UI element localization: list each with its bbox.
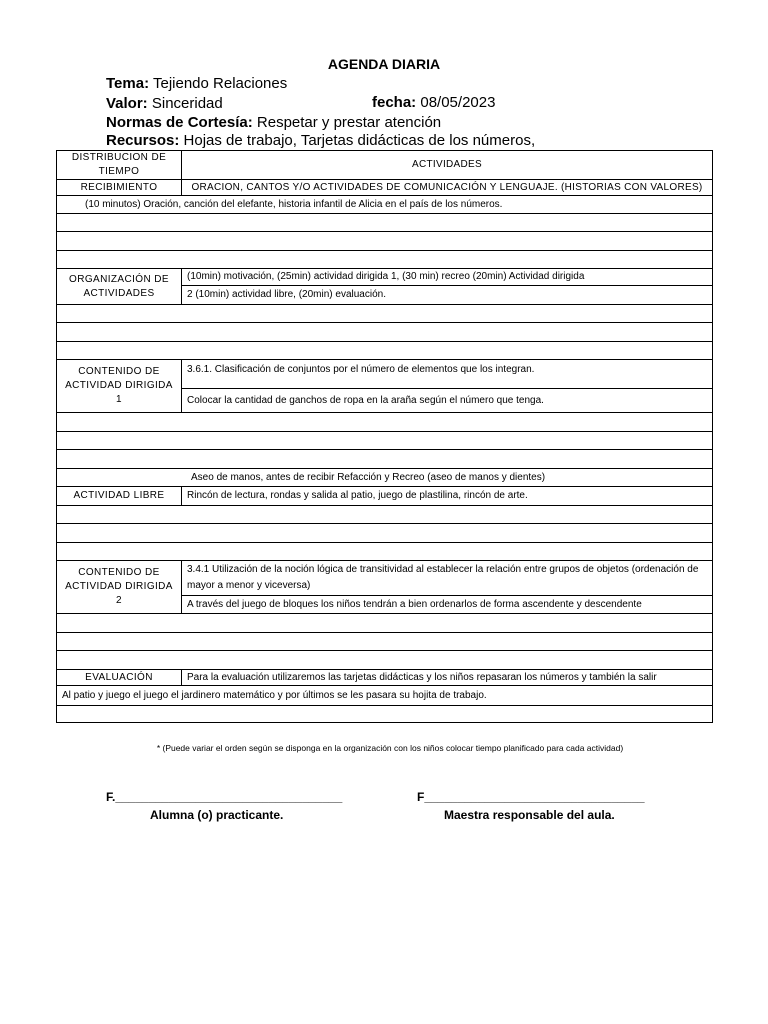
signature-line-left: F.__________________________________	[106, 790, 343, 804]
table-row	[57, 196, 713, 214]
tema-line	[106, 74, 287, 94]
table-row	[57, 686, 713, 706]
signature-caption-right: Maestra responsable del aula.	[444, 808, 615, 822]
empty-row	[57, 232, 713, 251]
evaluacion-line1: Para la evaluación utilizaremos las tarjetas didácticas y los niños repasaran los números y también la salir	[182, 670, 713, 686]
aseo-text: Aseo de manos, antes de recibir Refacción y Recreo (aseo de manos y dientes)	[57, 469, 713, 487]
oracion-text: (10 minutos) Oración, canción del elefante, historia infantil de Alicia en el país de los números.	[57, 196, 713, 214]
evaluacion-label: EVALUACIÓN	[57, 670, 182, 686]
table-row	[57, 614, 713, 633]
table-row	[57, 487, 713, 506]
table-row	[57, 151, 713, 180]
empty-row	[57, 305, 713, 323]
actividad-libre-text: Rincón de lectura, rondas y salida al patio, juego de plastilina, rincón de arte.	[182, 487, 713, 506]
table-row	[57, 232, 713, 251]
contenido1-line1: 3.6.1. Clasificación de conjuntos por el número de elementos que los integran.	[182, 360, 713, 389]
valor-line	[106, 94, 223, 114]
table-row	[57, 561, 713, 596]
table-row	[57, 469, 713, 487]
table-row	[57, 269, 713, 286]
recursos-line	[106, 131, 535, 151]
table-row	[57, 450, 713, 469]
contenido1-label: CONTENIDO DE ACTIVIDAD DIRIGIDA 1	[57, 360, 182, 413]
empty-row	[57, 251, 713, 269]
fecha-label: fecha:	[372, 94, 417, 111]
valor-label: Valor:	[106, 95, 148, 112]
table-row	[57, 506, 713, 524]
empty-row	[57, 543, 713, 561]
empty-row	[57, 342, 713, 360]
evaluacion-line2: Al patio y juego el juego el jardinero matemático y por últimos se les pasara su hojita de trabajo.	[57, 686, 713, 706]
organizacion-line2: 2 (10min) actividad libre, (20min) evaluación.	[182, 286, 713, 305]
table-row	[57, 670, 713, 686]
recibimiento-label: RECIBIMIENTO	[57, 180, 182, 196]
fecha-line	[372, 94, 495, 111]
empty-row	[57, 524, 713, 543]
organizacion-label: ORGANIZACIÓN DE ACTIVIDADES	[57, 269, 182, 305]
empty-row	[57, 413, 713, 432]
page-title: AGENDA DIARIA	[327, 56, 441, 72]
empty-row	[57, 651, 713, 670]
table-row	[57, 323, 713, 342]
empty-row	[57, 633, 713, 651]
signature-caption-left: Alumna (o) practicante.	[150, 808, 284, 822]
recursos-label: Recursos:	[106, 132, 180, 149]
table-row	[57, 305, 713, 323]
empty-row	[57, 706, 713, 723]
organizacion-line1: (10min) motivación, (25min) actividad dirigida 1, (30 min) recreo (20min) Actividad dirigida	[182, 269, 713, 286]
table-row	[57, 214, 713, 232]
distribucion-label: DISTRIBUCION DE TIEMPO	[57, 151, 182, 180]
empty-row	[57, 214, 713, 232]
table-row	[57, 342, 713, 360]
actividades-header: ACTIVIDADES	[182, 151, 713, 180]
table-row	[57, 180, 713, 196]
footnote: * (Puede variar el orden según se disponga en la organización con los niños colocar tiempo planificado para cada actividad)	[156, 743, 624, 753]
normas-value: Respetar y prestar atención	[256, 114, 442, 131]
fecha-value: 08/05/2023	[420, 94, 496, 111]
normas-label: Normas de Cortesía:	[106, 114, 253, 131]
table-row	[57, 633, 713, 651]
table-row	[57, 251, 713, 269]
normas-line	[106, 113, 441, 133]
signature-line-right: F_________________________________	[417, 790, 645, 804]
table-row	[57, 651, 713, 670]
valor-value: Sinceridad	[151, 95, 223, 112]
table-row	[57, 543, 713, 561]
empty-row	[57, 506, 713, 524]
empty-row	[57, 432, 713, 450]
table-row	[57, 360, 713, 389]
table-row	[57, 432, 713, 450]
tema-label: Tema:	[106, 75, 150, 92]
table-row	[57, 413, 713, 432]
contenido2-line1: 3.4.1 Utilización de la noción lógica de transitividad al establecer la relación entre grupos de objetos (ordenación de mayor a menor y viceversa)	[182, 561, 713, 596]
actividad-libre-label: ACTIVIDAD LIBRE	[57, 487, 182, 506]
table-row	[57, 524, 713, 543]
empty-row	[57, 450, 713, 469]
table-row	[57, 706, 713, 723]
contenido2-line2: A través del juego de bloques los niños tendrán a bien ordenarlos de forma ascendente y descendente	[182, 596, 713, 614]
recibimiento-text: ORACION, CANTOS Y/O ACTIVIDADES DE COMUNICACIÓN Y LENGUAJE. (HISTORIAS CON VALORES)	[182, 180, 713, 196]
contenido1-line2: Colocar la cantidad de ganchos de ropa en la araña según el número que tenga.	[182, 389, 713, 413]
contenido2-label: CONTENIDO DE ACTIVIDAD DIRIGIDA 2	[57, 561, 182, 614]
tema-value: Tejiendo Relaciones	[152, 75, 288, 92]
empty-row	[57, 323, 713, 342]
recursos-value: Hojas de trabajo, Tarjetas didácticas de los números,	[183, 132, 536, 149]
agenda-table	[56, 150, 713, 723]
empty-row	[57, 614, 713, 633]
